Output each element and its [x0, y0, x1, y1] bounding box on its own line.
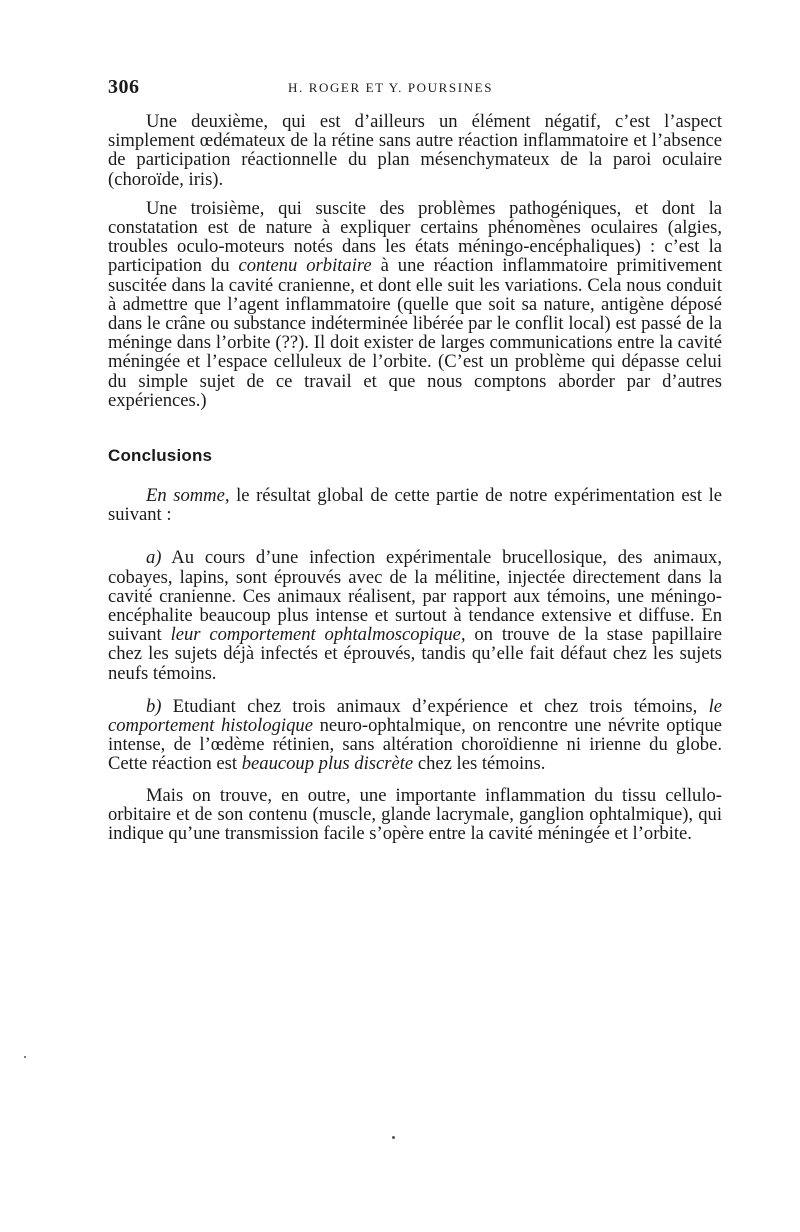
conclusion-b-text-2: neuro-ophtalmique, on rencontre une névrite optique intense, de l’œdème rétinien, sans altération choroïdienne ni irienne du globe. Cette réaction est — [108, 715, 722, 775]
conclusion-b — [108, 697, 722, 774]
contenu-orbitaire-emphasis: contenu orbitaire — [238, 255, 372, 277]
page-header — [108, 76, 722, 100]
paragraph-troisieme — [108, 199, 722, 410]
conclusion-a-text-1: Au cours d’une infection expérimentale brucellosique, des animaux, cobayes, lapins, sont éprouvés avec de la mélitine, injectée directement dans la cavité cranienne. Ces animaux réalisent, par rapport aux témoins, une méningo-encéphalite beaucoup plus intense et surtout à tendance extensive et diffuse. En suivant — [108, 547, 722, 646]
conclusion-b-label: b) — [146, 695, 162, 717]
conclusion-b-text-1: Etudiant chez trois animaux d’expérience et chez trois témoins, — [161, 695, 709, 717]
conclusions-intro-text: le résultat global de cette partie de notre expérimentation est le suivant : — [108, 485, 722, 526]
histologique-emphasis: le comportement histologique — [108, 695, 722, 737]
conclusion-a — [108, 548, 722, 682]
running-head: H. ROGER ET Y. POURSINES — [288, 80, 494, 95]
en-somme-emphasis: En somme, — [146, 485, 230, 506]
conclusion-final: Mais on trouve, en outre, une importante inflammation du tissu cellulo-orbitaire et de son contenu (muscle, glande lacrymale, ganglion ophtalmique), qui indique qu’une transmission facile s’opère entre la cavité méningée et l’orbite. — [108, 784, 722, 845]
body-text — [108, 112, 722, 410]
conclusions-intro — [108, 486, 722, 524]
discrete-emphasis: beaucoup plus discrète — [241, 753, 414, 775]
paragraph-troisieme-text-2: à une réaction inflammatoire primitivement suscitée dans la cavité cranienne, et dont elle suit les variations. Cela nous conduit à admettre que l’agent inflammatoire (quelle que soit sa nature, antigène déposé dans le crâne ou substance indéterminée libérée par le conflit local) est passé de la méninge dans l’orbite (??). Il doit exister de larges communications entre la cavité méningée et l’espace celluleux de l’orbite. (C’est un problème qui dépasse celui du simple sujet de ce travail et que nous comptons aborder par d’autres expériences.) — [108, 255, 723, 411]
conclusion-b-text-3: chez les témoins. — [413, 753, 546, 775]
page-number: 306 — [108, 76, 140, 98]
conclusions-text — [108, 486, 722, 843]
section-heading-conclusions: Conclusions — [108, 446, 213, 465]
paper-speck — [24, 1056, 26, 1058]
paragraph-troisieme-text-1: Une troisième, qui suscite des problèmes pathogéniques, et dont la constatation est de nature à expliquer certains phénomènes oculaires (algies, troubles oculo-moteurs notés dans les états méningo-encéphaliques) : c’est la participation du — [108, 197, 722, 277]
conclusion-a-text-2: on trouve de la stase papillaire chez les sujets déjà infectés et éprouvés, tandis qu’elle fait défaut chez les sujets neufs témoins. — [108, 624, 722, 684]
paragraph-deuxieme: Une deuxième, qui est d’ailleurs un élément négatif, c’est l’aspect simplement œdémateux de la rétine sans autre réaction inflammatoire et l’absence de participation réactionnelle du plan mésenchymateux de la paroi oculaire (choroïde, iris). — [108, 111, 722, 190]
conclusion-a-label: a) — [146, 547, 162, 569]
ophtalmoscopique-emphasis: leur comportement ophtalmoscopique, — [170, 624, 466, 646]
paper-speck — [392, 1136, 395, 1139]
